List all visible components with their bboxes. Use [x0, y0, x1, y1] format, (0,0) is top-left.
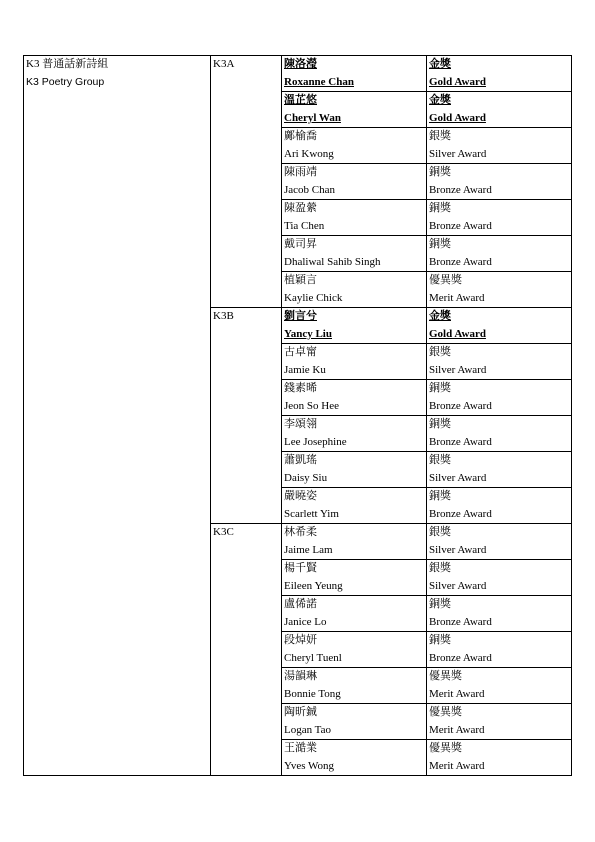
award-zh: 銅獎: [429, 166, 451, 178]
award-en: Bronze Award: [429, 651, 492, 664]
student-name-zh: 李頌翎: [284, 418, 317, 430]
student-name-cell: [282, 200, 427, 236]
student-name-en: Yves Wong: [284, 759, 335, 772]
award-cell: [427, 560, 572, 596]
student-name-zh: 陳洛瀅: [284, 58, 317, 70]
student-name-en: Jacob Chan: [284, 183, 336, 196]
student-name-zh: 段焯妍: [284, 634, 317, 646]
award-zh: 金獎: [429, 58, 451, 70]
class-cell: [211, 308, 282, 524]
student-name-zh: 陳盈縈: [284, 202, 317, 214]
category-title-en: K3 Poetry Group: [26, 75, 105, 88]
student-name-zh: 陶昕鋮: [284, 706, 317, 718]
award-en: Merit Award: [429, 759, 485, 772]
award-cell: [427, 128, 572, 164]
student-name-zh: 嚴曉姿: [284, 490, 317, 502]
award-cell: [427, 668, 572, 704]
student-name-zh: 溫芷悠: [284, 94, 317, 106]
award-en: Bronze Award: [429, 183, 492, 196]
award-zh: 銅獎: [429, 490, 451, 502]
class-cell: [211, 56, 282, 308]
student-name-cell: [282, 560, 427, 596]
award-zh: 銀獎: [429, 454, 451, 466]
student-name-cell: [282, 668, 427, 704]
student-name-zh: 劉言兮: [284, 310, 317, 322]
student-name-en: Bonnie Tong: [284, 687, 341, 700]
award-en: Merit Award: [429, 723, 485, 736]
category-cell: [24, 56, 211, 776]
student-name-cell: [282, 632, 427, 668]
student-name-cell: [282, 416, 427, 452]
student-name-cell: [282, 380, 427, 416]
student-name-zh: 盧俙諾: [284, 598, 317, 610]
award-cell: [427, 236, 572, 272]
award-zh: 銅獎: [429, 418, 451, 430]
award-cell: [427, 740, 572, 776]
award-zh: 銅獎: [429, 382, 451, 394]
award-cell: [427, 272, 572, 308]
student-name-zh: 王澔業: [284, 742, 317, 754]
student-name-cell: [282, 596, 427, 632]
student-name-en: Lee Josephine: [284, 435, 347, 448]
award-cell: [427, 452, 572, 488]
award-en: Silver Award: [429, 147, 487, 160]
student-name-cell: [282, 272, 427, 308]
student-name-cell: [282, 452, 427, 488]
student-name-cell: [282, 236, 427, 272]
category-title-zh: K3 普通話新詩組: [26, 58, 109, 70]
award-zh: 銀獎: [429, 130, 451, 142]
results-table-body: [24, 56, 572, 776]
results-table: [23, 55, 572, 776]
student-name-zh: 楊千賢: [284, 562, 317, 574]
award-en: Bronze Award: [429, 219, 492, 232]
award-cell: [427, 524, 572, 560]
award-en: Merit Award: [429, 291, 485, 304]
class-name: K3C: [213, 526, 234, 538]
award-zh: 銅獎: [429, 238, 451, 250]
table-row: [24, 56, 572, 92]
award-zh: 優異獎: [429, 742, 462, 754]
award-zh: 銀獎: [429, 526, 451, 538]
award-en: Bronze Award: [429, 255, 492, 268]
award-en: Silver Award: [429, 579, 487, 592]
student-name-zh: 湯韻琳: [284, 670, 317, 682]
student-name-cell: [282, 344, 427, 380]
student-name-en: Cheryl Tuenl: [284, 651, 342, 664]
award-en: Bronze Award: [429, 435, 492, 448]
award-en: Merit Award: [429, 687, 485, 700]
student-name-en: Kaylie Chick: [284, 291, 343, 304]
award-cell: [427, 200, 572, 236]
student-name-cell: [282, 488, 427, 524]
award-cell: [427, 56, 572, 92]
student-name-zh: 古卓甯: [284, 346, 317, 358]
student-name-en: Roxanne Chan: [284, 75, 354, 88]
award-zh: 銅獎: [429, 202, 451, 214]
award-zh: 金獎: [429, 94, 451, 106]
student-name-en: Yancy Liu: [284, 327, 332, 340]
student-name-zh: 戴司昇: [284, 238, 317, 250]
student-name-en: Dhaliwal Sahib Singh: [284, 255, 381, 268]
student-name-en: Jeon So Hee: [284, 399, 339, 412]
student-name-en: Cheryl Wan: [284, 111, 341, 124]
student-name-cell: [282, 740, 427, 776]
student-name-en: Scarlett Yim: [284, 507, 339, 520]
award-cell: [427, 596, 572, 632]
student-name-zh: 鄺榆喬: [284, 130, 317, 142]
class-name: K3B: [213, 310, 234, 322]
award-cell: [427, 380, 572, 416]
award-en: Silver Award: [429, 543, 487, 556]
award-en: Silver Award: [429, 363, 487, 376]
award-cell: [427, 308, 572, 344]
student-name-en: Jamie Ku: [284, 363, 326, 376]
student-name-cell: [282, 56, 427, 92]
student-name-en: Logan Tao: [284, 723, 331, 736]
student-name-zh: 植穎言: [284, 274, 317, 286]
student-name-en: Daisy Siu: [284, 471, 328, 484]
class-name: K3A: [213, 58, 235, 70]
student-name-cell: [282, 704, 427, 740]
award-cell: [427, 164, 572, 200]
student-name-zh: 陳雨靖: [284, 166, 317, 178]
award-cell: [427, 488, 572, 524]
student-name-en: Jaime Lam: [284, 543, 333, 556]
student-name-zh: 蕭凱瑤: [284, 454, 317, 466]
student-name-cell: [282, 524, 427, 560]
award-zh: 金獎: [429, 310, 451, 322]
award-en: Gold Award: [429, 327, 486, 340]
award-cell: [427, 92, 572, 128]
award-cell: [427, 344, 572, 380]
award-zh: 優異獎: [429, 670, 462, 682]
award-en: Bronze Award: [429, 615, 492, 628]
student-name-cell: [282, 92, 427, 128]
award-en: Gold Award: [429, 75, 486, 88]
award-en: Gold Award: [429, 111, 486, 124]
award-zh: 銀獎: [429, 562, 451, 574]
student-name-zh: 林希柔: [284, 526, 317, 538]
award-cell: [427, 416, 572, 452]
class-cell: [211, 524, 282, 776]
award-zh: 銀獎: [429, 346, 451, 358]
student-name-en: Ari Kwong: [284, 147, 334, 160]
award-zh: 銅獎: [429, 598, 451, 610]
award-cell: [427, 704, 572, 740]
award-zh: 優異獎: [429, 274, 462, 286]
student-name-cell: [282, 308, 427, 344]
student-name-zh: 錢素晞: [284, 382, 317, 394]
award-en: Silver Award: [429, 471, 487, 484]
award-zh: 優異獎: [429, 706, 462, 718]
student-name-en: Eileen Yeung: [284, 579, 343, 592]
student-name-en: Tia Chen: [284, 219, 325, 232]
student-name-cell: [282, 128, 427, 164]
award-en: Bronze Award: [429, 399, 492, 412]
student-name-en: Janice Lo: [284, 615, 327, 628]
award-zh: 銅獎: [429, 634, 451, 646]
student-name-cell: [282, 164, 427, 200]
award-en: Bronze Award: [429, 507, 492, 520]
award-cell: [427, 632, 572, 668]
